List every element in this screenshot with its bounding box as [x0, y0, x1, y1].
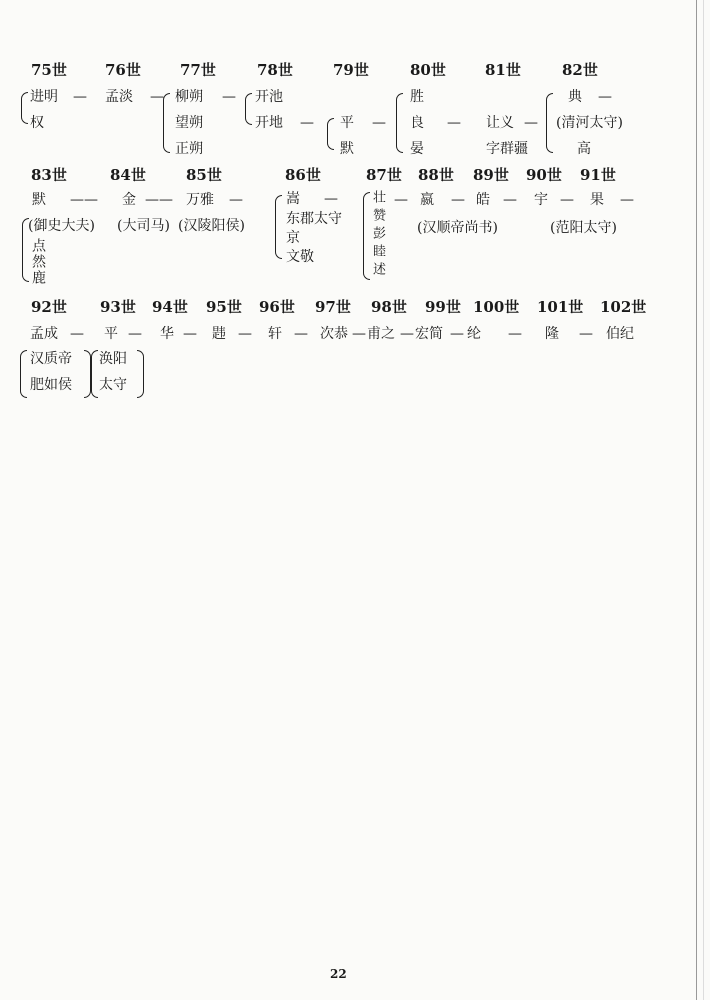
name: 华: [160, 326, 174, 342]
title-note: (大司马): [117, 218, 170, 234]
paren-right: [137, 350, 144, 398]
name: 轩: [268, 326, 282, 342]
name: 次恭: [320, 326, 348, 342]
gen-88: 88世: [418, 166, 454, 184]
name: 良: [410, 115, 424, 131]
vertical-names: 点然鹿: [30, 238, 46, 286]
name: 万雅: [186, 192, 214, 208]
gen-77: 77世: [180, 61, 216, 79]
name: 进明: [30, 89, 58, 105]
gen-98: 98世: [371, 298, 407, 316]
name: 开池: [255, 89, 283, 105]
name: 宇: [534, 192, 548, 208]
name: 金: [122, 192, 136, 208]
gen-85: 85世: [186, 166, 222, 184]
name: 默: [340, 141, 354, 157]
gen-89: 89世: [473, 166, 509, 184]
name: 孟淡: [105, 89, 133, 105]
gen-93: 93世: [100, 298, 136, 316]
name: 伯纪: [606, 326, 634, 342]
gen-99: 99世: [425, 298, 461, 316]
gen-92: 92世: [31, 298, 67, 316]
title-note: 涣阳: [99, 351, 127, 367]
gen-94: 94世: [152, 298, 188, 316]
brace: [546, 93, 553, 153]
name: 隆: [545, 326, 559, 342]
name: 开地: [255, 115, 283, 131]
paren-right: [84, 350, 91, 398]
brace: [327, 118, 334, 150]
gen-75: 75世: [31, 61, 67, 79]
name: 京: [286, 230, 300, 246]
brace: [245, 93, 252, 125]
gen-97: 97世: [315, 298, 351, 316]
name: 晏: [410, 141, 424, 157]
vertical-names: 壮赞彭睦述: [370, 190, 385, 280]
name: 嵩: [286, 191, 300, 207]
name: 孟成: [30, 326, 58, 342]
gen-78: 78世: [257, 61, 293, 79]
brace: [363, 192, 370, 280]
gen-82: 82世: [562, 61, 598, 79]
name: 皓: [476, 192, 490, 208]
title-note: 汉质帝: [30, 351, 72, 367]
name: 让义: [486, 115, 514, 131]
gen-87: 87世: [366, 166, 402, 184]
name: 权: [30, 115, 44, 131]
scan-edge: [696, 0, 697, 1000]
paren-left: [91, 350, 98, 398]
name: 东郡太守: [286, 211, 342, 227]
gen-86: 86世: [285, 166, 321, 184]
gen-81: 81世: [485, 61, 521, 79]
name: 正朔: [175, 141, 203, 157]
title-note: (范阳太守): [550, 220, 617, 236]
title-note: 太守: [99, 377, 127, 393]
name: 典: [568, 89, 582, 105]
name: (清河太守): [556, 115, 623, 131]
gen-91: 91世: [580, 166, 616, 184]
name: 文敬: [286, 249, 314, 265]
gen-83: 83世: [31, 166, 67, 184]
name: 韪: [212, 326, 226, 342]
gen-102: 102世: [600, 298, 647, 316]
gen-96: 96世: [259, 298, 295, 316]
gen-90: 90世: [526, 166, 562, 184]
gen-80: 80世: [410, 61, 446, 79]
gen-101: 101世: [537, 298, 584, 316]
gen-95: 95世: [206, 298, 242, 316]
title-note: (汉顺帝尚书): [417, 220, 498, 236]
name: 望朔: [175, 115, 203, 131]
gen-79: 79世: [333, 61, 369, 79]
page-number: 22: [330, 967, 347, 981]
name: 嬴: [420, 192, 434, 208]
name: 平: [104, 326, 118, 342]
name: 纶: [467, 326, 481, 342]
name: 柳朔: [175, 89, 203, 105]
paren-left: [20, 350, 27, 398]
title-note: 肥如侯: [30, 377, 72, 393]
name: 平: [340, 115, 354, 131]
brace: [163, 93, 170, 153]
brace: [396, 93, 403, 153]
title-note: (汉陵阳侯): [178, 218, 245, 234]
name: 宏简: [415, 326, 443, 342]
name: 高: [577, 141, 591, 157]
name: 胜: [410, 89, 424, 105]
name: 默: [32, 192, 46, 208]
title-note: (御史大夫): [28, 218, 95, 234]
name: 果: [590, 192, 604, 208]
name: 甫之: [367, 326, 395, 342]
gen-84: 84世: [110, 166, 146, 184]
brace: [21, 92, 28, 124]
gen-100: 100世: [473, 298, 520, 316]
brace: [275, 195, 282, 259]
scan-edge: [703, 0, 704, 1000]
name: 字群疆: [486, 141, 528, 157]
gen-76: 76世: [105, 61, 141, 79]
